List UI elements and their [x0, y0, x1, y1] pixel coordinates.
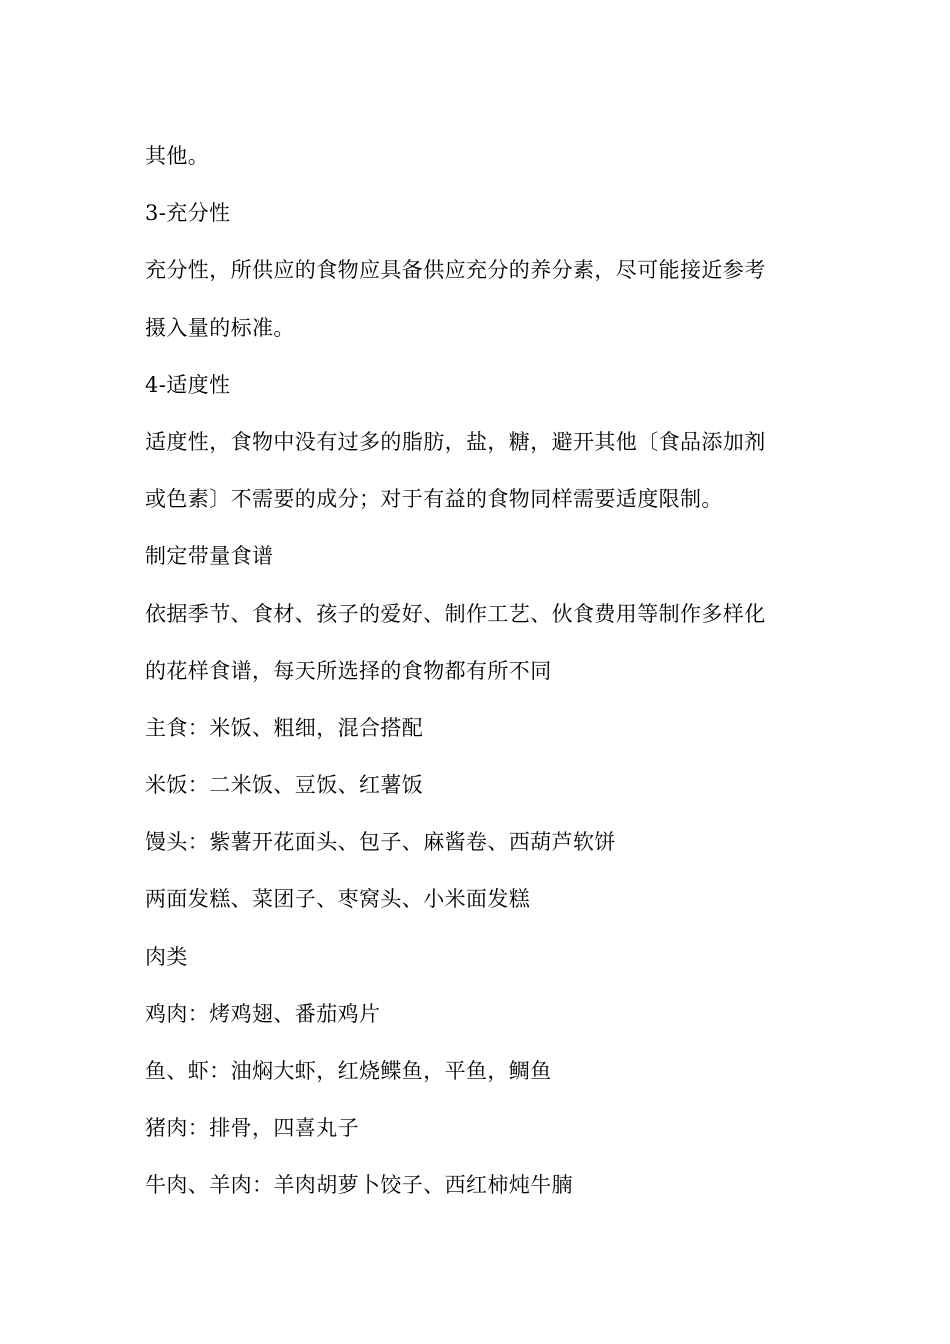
paragraph-line: 充分性，所供应的食物应具备供应充分的养分素，尽可能接近参考 — [145, 258, 766, 283]
list-item: 两面发糕、菜团子、枣窝头、小米面发糕 — [145, 887, 531, 912]
list-item: 鸡肉：烤鸡翅、番茄鸡片 — [145, 1001, 381, 1026]
paragraph-line: 其他。 — [145, 144, 210, 168]
section-heading: 3-充分性 — [145, 201, 231, 226]
paragraph-line: 或色素〕不需要的成分；对于有益的食物同样需要适度限制。 — [145, 487, 723, 512]
list-item: 牛肉、羊肉：羊肉胡萝卜饺子、西红柿炖牛腩 — [145, 1173, 573, 1198]
document-body — [145, 128, 820, 1215]
section-heading: 制定带量食谱 — [145, 544, 274, 569]
list-item: 馒头：紫薯开花面头、包子、麻酱卷、西葫芦软饼 — [145, 830, 616, 855]
list-item: 米饭：二米饭、豆饭、红薯饭 — [145, 773, 424, 798]
section-heading: 4-适度性 — [145, 372, 231, 397]
paragraph-line: 摄入量的标准。 — [145, 315, 295, 340]
list-item: 猪肉：排骨，四喜丸子 — [145, 1116, 359, 1141]
list-item: 鱼、虾：油焖大虾，红烧鲽鱼，平鱼，鲷鱼 — [145, 1059, 552, 1083]
paragraph-line: 的花样食谱，每天所选择的食物都有所不同 — [145, 658, 552, 683]
paragraph-line: 依据季节、食材、孩子的爱好、制作工艺、伙食费用等制作多样化 — [145, 601, 766, 626]
list-item: 主食：米饭、粗细，混合搭配 — [145, 715, 424, 740]
section-heading: 肉类 — [145, 944, 188, 969]
paragraph-line: 适度性，食物中没有过多的脂肪，盐，糖，避开其他〔食品添加剂 — [145, 429, 766, 454]
